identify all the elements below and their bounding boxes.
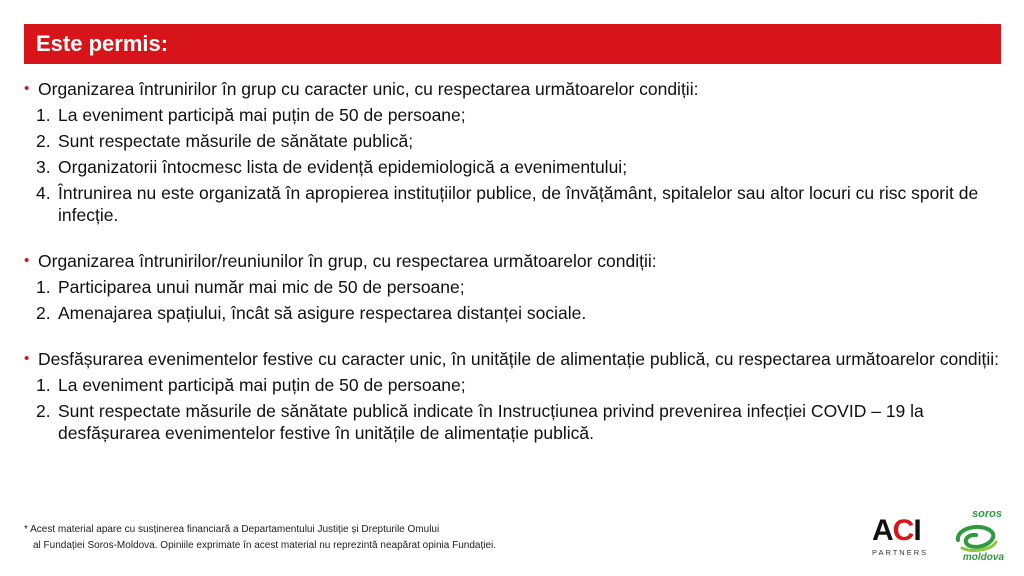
- list-item: 1. La eveniment participă mai puțin de 50 de persoane;: [36, 375, 466, 395]
- soros-moldova-logo: [948, 508, 1004, 568]
- section-1: [24, 78, 1009, 226]
- bullet-dot-icon: •: [24, 252, 30, 269]
- numbered-list: [24, 104, 1009, 226]
- moldova-word: moldova: [962, 552, 1004, 563]
- aci-subtitle: PARTNERS: [872, 548, 929, 557]
- list-item: 2. Amenajarea spațiului, încât să asigure respectarea distanței sociale.: [36, 303, 587, 323]
- list-item: 2. Sunt respectate măsurile de sănătate publică;: [36, 131, 414, 151]
- title-bar: [24, 24, 1001, 64]
- soros-swirl-icon: [952, 520, 1000, 554]
- section-2: [24, 250, 1009, 324]
- list-item: 1. Participarea unui număr mai mic de 50 de persoane;: [36, 277, 465, 297]
- bullet-text: Organizarea întrunirilor/reuniunilor în grup, cu respectarea următoarelor condiții:: [38, 251, 657, 271]
- soros-word: soros: [972, 508, 1002, 520]
- bullet-text: Organizarea întrunirilor în grup cu caracter unic, cu respectarea următoarelor condiții:: [38, 79, 699, 99]
- aci-partners-logo: [872, 516, 934, 562]
- bullet-text: Desfășurarea evenimentelor festive cu caracter unic, în unitățile de alimentație publică, cu respectarea următoarelor condiții:: [38, 349, 1000, 369]
- numbered-list: [24, 374, 1009, 444]
- bullet-dot-icon: •: [24, 80, 30, 97]
- list-item: 3. Organizatorii întocmesc lista de evidență epidemiologică a evenimentului;: [36, 157, 628, 177]
- bullet: [24, 348, 1009, 370]
- footnote-line-1: * Acest material apare cu susținerea financiară a Departamentului Justiție și Drepturile Omului: [24, 524, 440, 535]
- bullet-dot-icon: •: [24, 350, 30, 367]
- numbered-list: [24, 276, 1009, 324]
- content: [24, 78, 1009, 444]
- list-item: 2. Sunt respectate măsurile de sănătate publică indicate în Instrucțiunea privind prevenirea infecției COVID – 19 la desfășurarea evenimentelor festive în unitățile de alimentație publică.: [36, 401, 924, 443]
- page-title: Este permis:: [36, 31, 169, 56]
- aci-mark: ACI: [872, 514, 921, 547]
- footnote-line-2: al Fundației Soros-Moldova. Opiniile exprimate în acest material nu reprezintă neapărat opinia Fundației.: [33, 540, 497, 551]
- section-3: [24, 348, 1009, 444]
- footnote: [24, 522, 724, 554]
- list-item: 1. La eveniment participă mai puțin de 50 de persoane;: [36, 105, 466, 125]
- bullet: [24, 78, 1009, 100]
- bullet: [24, 250, 1009, 272]
- list-item: 4. Întrunirea nu este organizată în apropierea instituțiilor publice, de învățământ, spitalelor sau altor locuri cu risc sporit de infecție.: [36, 183, 979, 225]
